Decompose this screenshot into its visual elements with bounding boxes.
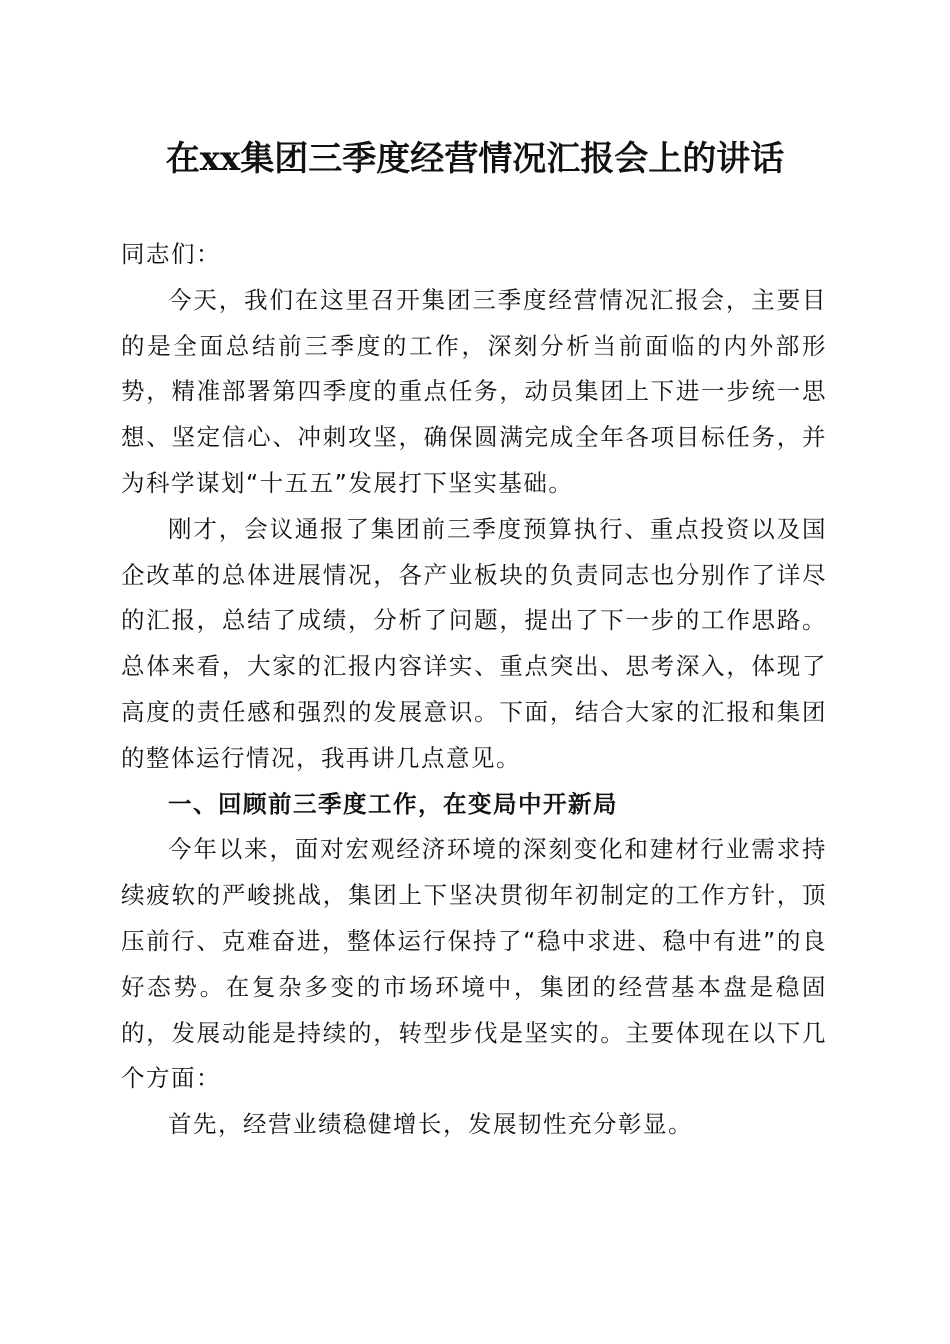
paragraph-opening: 今天，我们在这里召开集团三季度经营情况汇报会，主要目的是全面总结前三季度的工作，深刻分析当前面临的内外部形势，精准部署第四季度的重点任务，动员集团上下进一步统一思想、坚定信心、冲刺攻坚，确保圆满完成全年各项目标任务，并为科学谋划“十五五”发展打下坚实基础。 bbox=[121, 285, 827, 497]
paragraph-summary: 刚才，会议通报了集团前三季度预算执行、重点投资以及国企改革的总体进展情况，各产业板块的负责同志也分别作了详尽的汇报，总结了成绩，分析了问题，提出了下一步的工作思路。总体来看，大家的汇报内容详实、重点突出、思考深入，体现了高度的责任感和强烈的发展意识。下面，结合大家的汇报和集团的整体运行情况，我再讲几点意见。 bbox=[121, 514, 827, 772]
salutation: 同志们： bbox=[121, 240, 221, 268]
paragraph-review: 今年以来，面对宏观经济环境的深刻变化和建材行业需求持续疲软的严峻挑战，集团上下坚决贯彻年初制定的工作方针，顶压前行、克难奋进，整体运行保持了“稳中求进、稳中有进”的良好态势。在复杂多变的市场环境中，集团的经营基本盘是稳固的，发展动能是持续的，转型步伐是坚实的。主要体现在以下几个方面： bbox=[121, 835, 827, 1093]
document-title: 在xx集团三季度经营情况汇报会上的讲话 bbox=[165, 139, 785, 179]
paragraph-first-point: 首先，经营业绩稳健增长，发展韧性充分彰显。 bbox=[168, 1110, 693, 1139]
section-heading: 一、回顾前三季度工作，在变局中开新局 bbox=[168, 789, 618, 818]
document-body bbox=[121, 232, 827, 1148]
